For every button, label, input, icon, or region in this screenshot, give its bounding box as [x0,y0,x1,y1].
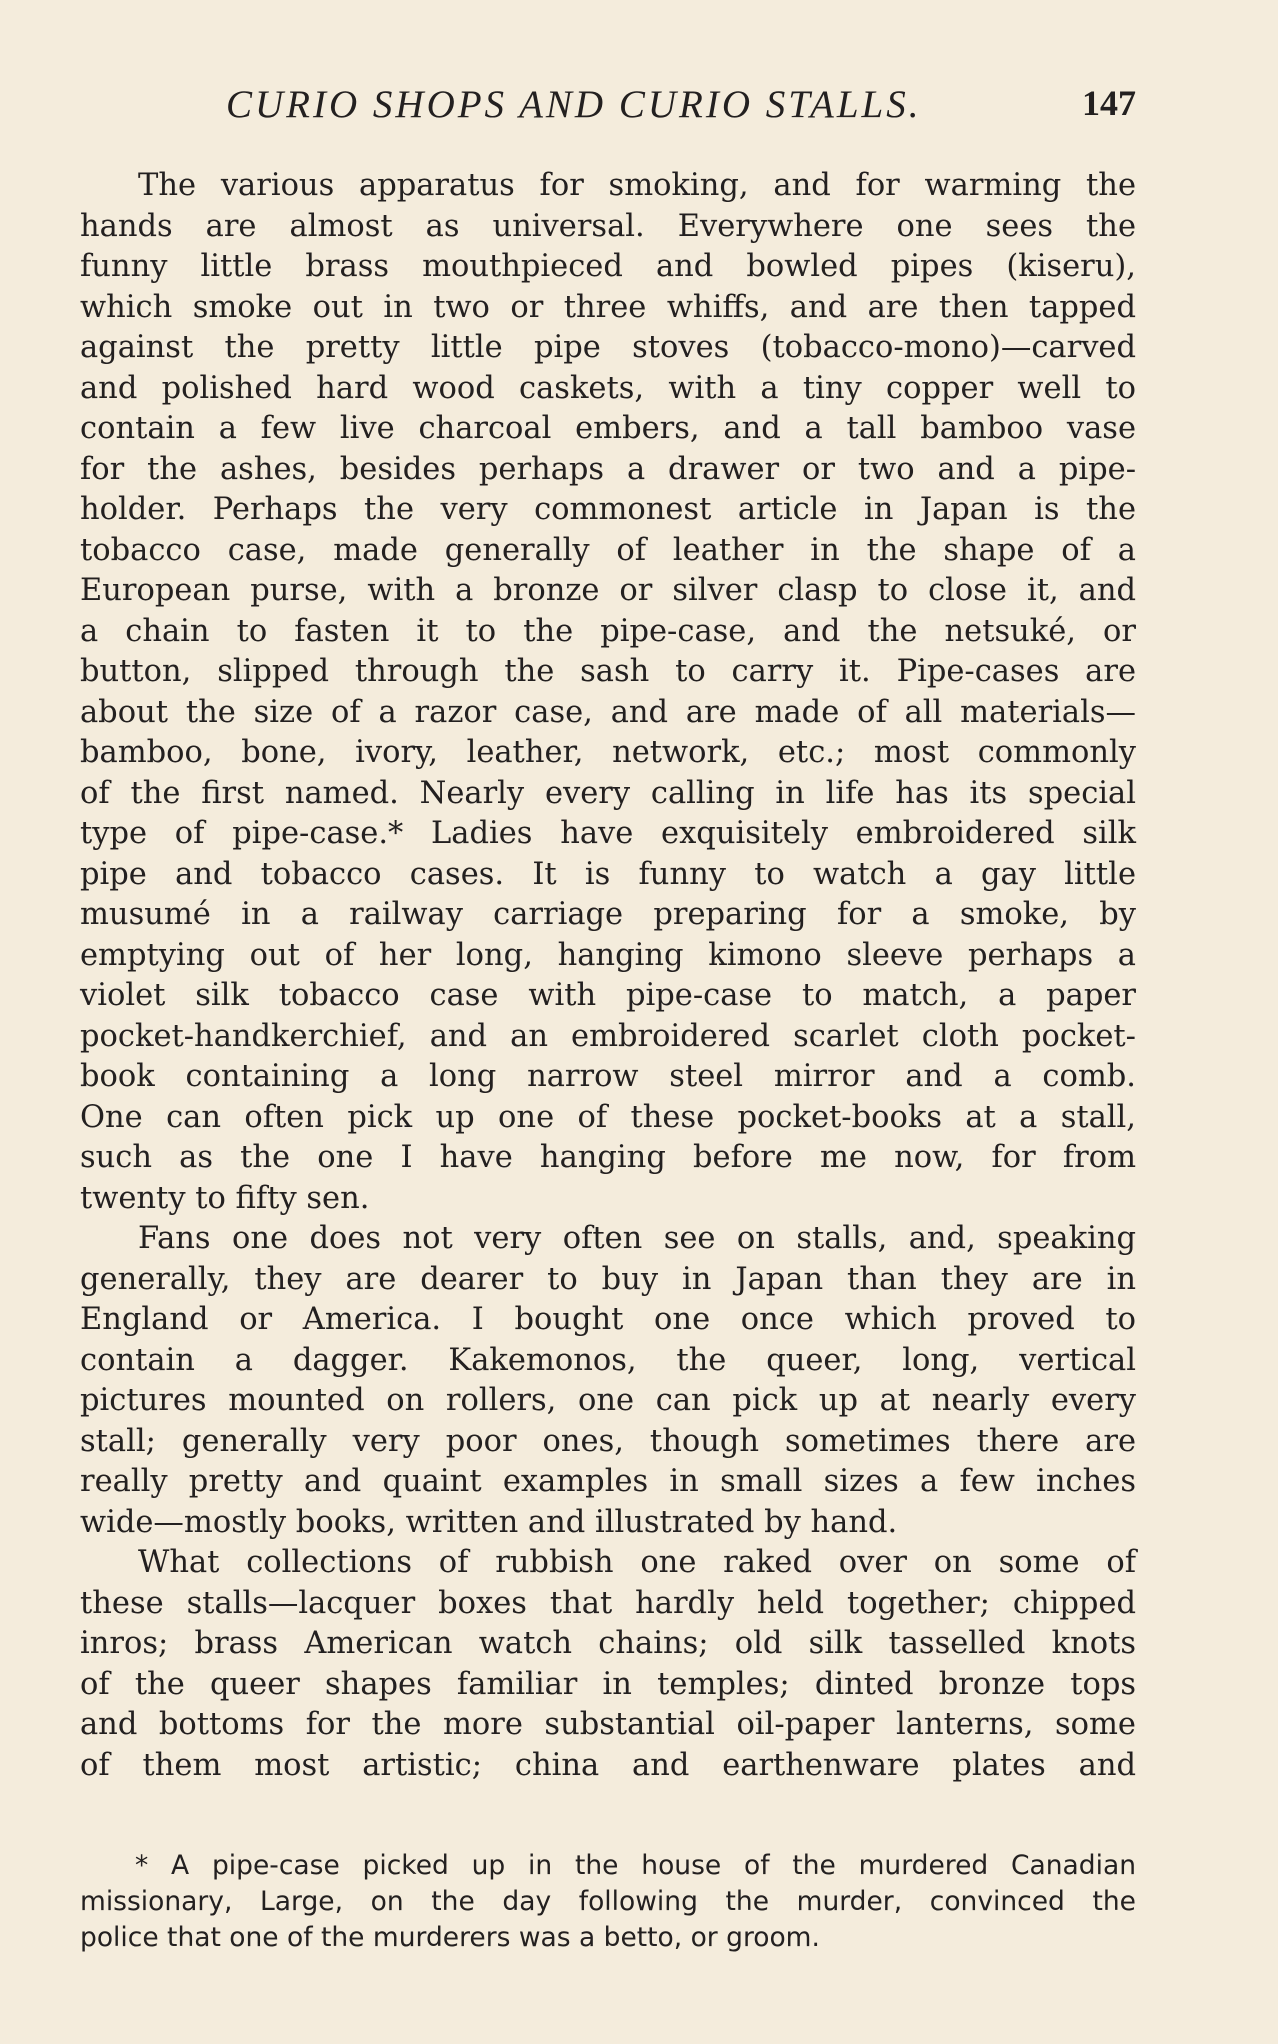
text-line: contain a dagger. Kakemonos, the queer, long, vertical [80,1342,1136,1378]
text-line: such as the one I have hanging before me now, for from [80,1140,1136,1175]
footnote-line: * A pipe-case picked up in the house of the murdered Canadian [135,1850,1136,1881]
text-line: these stalls—lacquer boxes that hardly held together; chipped [80,1585,1136,1621]
text-line: emptying out of her long, hanging kimono sleeve perhaps a [80,937,1136,973]
text-line: inros; brass American watch chains; old silk tasselled knots [80,1626,1136,1661]
text-line: and bottoms for the more substantial oil-paper lanterns, some [80,1707,1136,1742]
text-line: about the size of a razor case, and are made of all materials— [80,694,1136,730]
text-line: and polished hard wood caskets, with a tiny copper well to [80,370,1136,406]
footnote-line: missionary, Large, on the day following the murder, convinced the [80,1886,1136,1917]
text-line: type of pipe-case.* Ladies have exquisitely embroidered silk [80,816,1136,851]
text-line: bamboo, bone, ivory, leather, network, etc.; most commonly [80,735,1136,770]
running-title: CURIO SHOPS AND CURIO STALLS. [226,83,922,126]
text-line: generally, they are dearer to buy in Japan than they are in [80,1261,1136,1297]
text-line: pocket-handkerchief, and an embroidered scarlet cloth pocket- [80,1018,1136,1054]
text-line: contain a few live charcoal embers, and a tall bamboo vase [80,411,1136,446]
text-line: holder. Perhaps the very commonest article in Japan is the [80,492,1136,527]
page-number: 147 [1082,83,1136,123]
text-line: wide—mostly books, written and illustrated by hand. [80,1504,898,1540]
text-line: One can often pick up one of these pocket-books at a stall, [80,1099,1136,1135]
text-line: of the first named. Nearly every calling in life has its special [80,775,1136,811]
text-line: button, slipped through the sash to carry it. Pipe-cases are [80,654,1136,689]
text-line: of them most artistic; china and earthenware plates and [80,1747,1136,1783]
text-line: for the ashes, besides perhaps a drawer or two and a pipe- [80,451,1136,487]
text-line: The various apparatus for smoking, and for warming the [138,168,1136,203]
text-line: stall; generally very poor ones, though sometimes there are [80,1423,1136,1459]
text-line: really pretty and quaint examples in small sizes a few inches [80,1464,1136,1499]
text-line: of the queer shapes familiar in temples; dinted bronze tops [80,1666,1136,1702]
text-line: pipe and tobacco cases. It is funny to watch a gay little [80,856,1136,892]
footnote-line: police that one of the murderers was a betto, or groom. [80,1922,820,1953]
footnote [80,1848,1136,1956]
text-line: which smoke out in two or three whiffs, and are then tapped [80,289,1136,325]
text-line: What collections of rubbish one raked over on some of [138,1545,1136,1580]
text-line: funny little brass mouthpieced and bowled pipes (kiseru), [80,249,1136,284]
running-head [80,82,1136,132]
text-line: England or America. I bought one once which proved to [80,1302,1136,1337]
text-line: twenty to fifty sen. [80,1180,370,1216]
text-line: book containing a long narrow steel mirror and a comb. [80,1059,1136,1094]
text-line: hands are almost as universal. Everywhere one sees the [80,208,1136,244]
text-line: violet silk tobacco case with pipe-case to match, a paper [80,978,1136,1013]
body-text [80,166,1136,1786]
text-line: musumé in a railway carriage preparing for a smoke, by [80,897,1136,932]
text-line: European purse, with a bronze or silver clasp to close it, and [80,573,1136,608]
text-line: Fans one does not very often see on stalls, and, speaking [138,1221,1136,1256]
text-line: against the pretty little pipe stoves (tobacco-mono)—carved [80,330,1136,365]
text-line: a chain to fasten it to the pipe-case, and the netsuké, or [80,613,1136,649]
text-line: pictures mounted on rollers, one can pick up at nearly every [80,1383,1136,1418]
text-line: tobacco case, made generally of leather in the shape of a [80,532,1136,568]
